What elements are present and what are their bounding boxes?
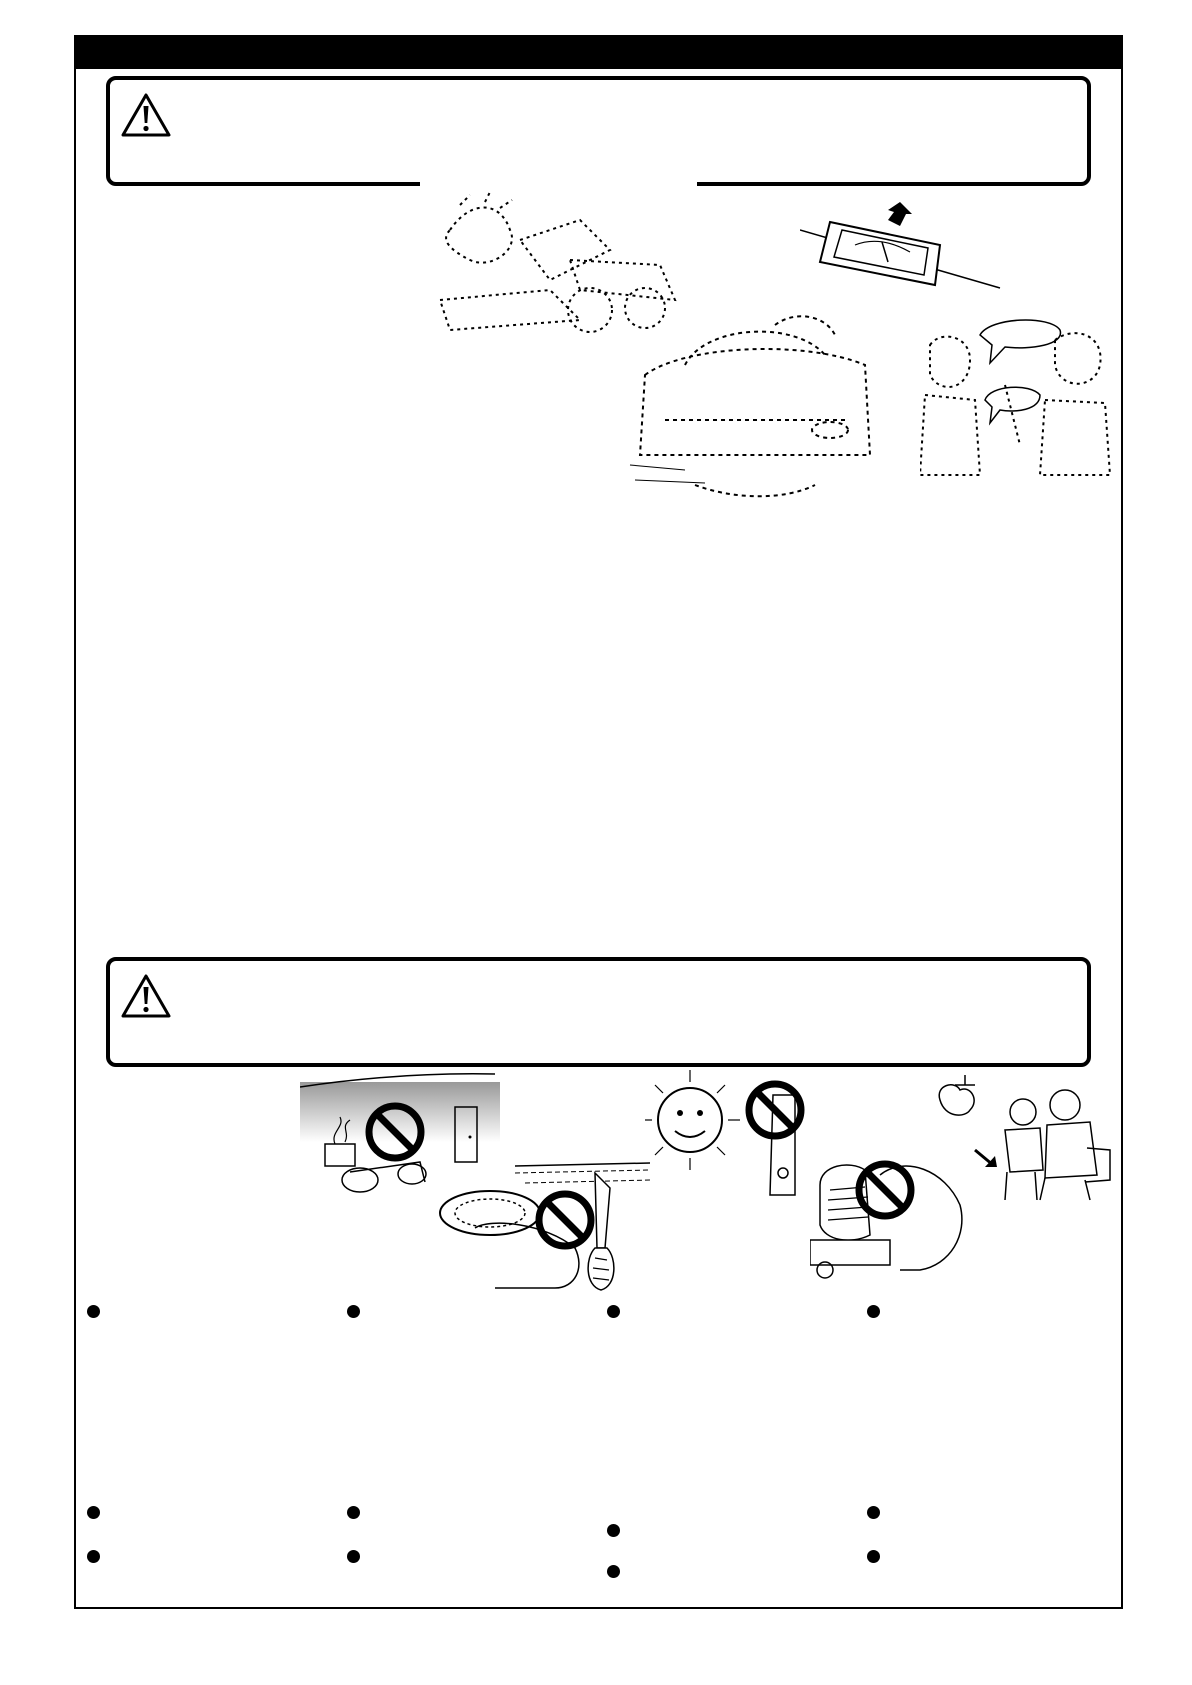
bullet-dot-icon (87, 1506, 100, 1519)
no-touch-rotating-parts-illustration (435, 1158, 650, 1293)
no-sunlight-heat-illustration (645, 1065, 825, 1200)
bullet-dot-icon (867, 1305, 880, 1318)
gauge-meter-illustration (800, 200, 1005, 290)
warning-box-top (106, 76, 1091, 186)
bullet-dot-icon (867, 1550, 880, 1563)
bullet-dot-icon (347, 1550, 360, 1563)
bullet-dot-icon (347, 1506, 360, 1519)
bullet-dot-icon (607, 1305, 620, 1318)
bullet-dot-icon (87, 1305, 100, 1318)
warning-box-bottom (106, 957, 1091, 1067)
warning-triangle-icon (120, 973, 172, 1019)
bullet-dot-icon (87, 1550, 100, 1563)
doctor-illustration (925, 1070, 1115, 1205)
warning-triangle-icon (120, 92, 172, 138)
bullet-dot-icon (347, 1305, 360, 1318)
bullet-dot-icon (607, 1524, 620, 1537)
bullet-dot-icon (607, 1565, 620, 1578)
bullet-dot-icon (867, 1506, 880, 1519)
header-bar (74, 35, 1123, 69)
car-collision-illustration (625, 305, 875, 505)
people-talking-illustration (920, 315, 1115, 485)
